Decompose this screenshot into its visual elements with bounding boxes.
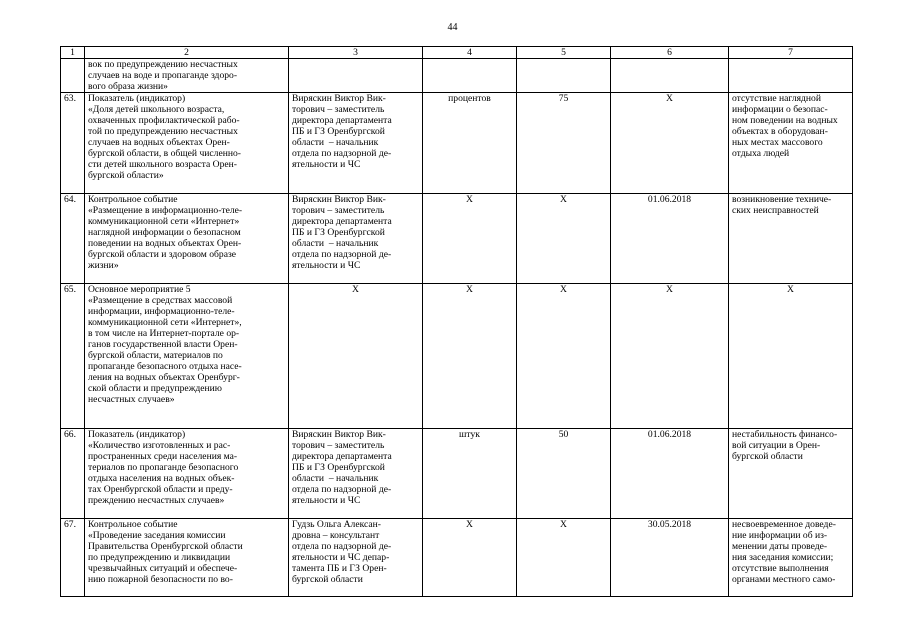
row-date: 30.05.2018 — [611, 519, 729, 597]
row-unit: Х — [423, 284, 517, 429]
row-unit: Х — [423, 194, 517, 284]
table-row — [61, 59, 853, 93]
row-risk: нестабильность финансо- вой ситуации в Орен- бургской области — [729, 429, 853, 519]
row-risk: несвоевременное доведе- ние информации об из- менении даты проведе- ния заседания комиссии; отсутствие выполнения органами местного само- — [729, 519, 853, 597]
row-number: 67. — [61, 519, 85, 597]
row-unit: штук — [423, 429, 517, 519]
row-responsible: Виряскин Виктор Вик- торович – заместитель директора департамента ПБ и ГЗ Оренбургской области – начальник отдела по надзорной де- ятельности и ЧС — [289, 429, 423, 519]
row-number: 66. — [61, 429, 85, 519]
row-description: Контрольное событие «Размещение в информационно-теле- коммуникационной сети «Интернет» наглядной информации о безопасном поведении на водных объектах Орен- бургской области и здоровом образе жизни» — [85, 194, 289, 284]
row-number: 65. — [61, 284, 85, 429]
row-date — [611, 59, 729, 93]
row-value: Х — [517, 194, 611, 284]
row-number: 63. — [61, 93, 85, 194]
row-date: Х — [611, 93, 729, 194]
row-responsible — [289, 59, 423, 93]
column-number-row — [61, 47, 853, 59]
row-risk: возникновение техниче- ских неисправностей — [729, 194, 853, 284]
row-number: 64. — [61, 194, 85, 284]
column-header-7: 7 — [729, 47, 853, 59]
column-header-1: 1 — [61, 47, 85, 59]
row-description: Показатель (индикатор) «Доля детей школьного возраста, охваченных профилактической рабо- той по предупреждению несчастных случаев на водных объектах Орен- бургской области, в общей численно- сти детей школьного возраста Орен- бургской области» — [85, 93, 289, 194]
row-date: 01.06.2018 — [611, 194, 729, 284]
column-header-5: 5 — [517, 47, 611, 59]
row-number — [61, 59, 85, 93]
row-description: Показатель (индикатор) «Количество изготовленных и рас- пространенных среди населения ма- териалов по пропаганде безопасного отдыха населения на водных объек- тах Оренбургской области и преду- преждению несчастных случаев» — [85, 429, 289, 519]
table-row — [61, 519, 853, 597]
row-unit: Х — [423, 519, 517, 597]
row-risk — [729, 59, 853, 93]
row-value: 75 — [517, 93, 611, 194]
measures-table — [60, 46, 853, 597]
row-description: Основное мероприятие 5 «Размещение в средствах массовой информации, информационно-теле- коммуникационной сети «Интернет», в том числе на Интернет-портале ор- ганов государственной власти Орен- бургской области, материалов по пропаганде безопасного отдыха насе- ления на водных объектах Оренбург- ской области и предупреждению несчастных случаев» — [85, 284, 289, 429]
row-value: 50 — [517, 429, 611, 519]
table-row — [61, 194, 853, 284]
row-responsible: Виряскин Виктор Вик- торович – заместитель директора департамента ПБ и ГЗ Оренбургской области – начальник отдела по надзорной де- ятельности и ЧС — [289, 194, 423, 284]
page-number: 44 — [447, 22, 458, 33]
row-value: Х — [517, 284, 611, 429]
row-date: 01.06.2018 — [611, 429, 729, 519]
row-risk: Х — [729, 284, 853, 429]
table-row — [61, 429, 853, 519]
column-header-2: 2 — [85, 47, 289, 59]
row-description: Контрольное событие «Проведение заседания комиссии Правительства Оренбургской области по предупреждению и ликвидации чрезвычайных ситуаций и обеспече- нию пожарной безопасности по во- — [85, 519, 289, 597]
row-unit — [423, 59, 517, 93]
row-value: Х — [517, 519, 611, 597]
row-description: вок по предупреждению несчастных случаев на воде и пропаганде здоро- вого образа жизни» — [85, 59, 289, 93]
table-row — [61, 284, 853, 429]
row-responsible: Виряскин Виктор Вик- торович – заместитель директора департамента ПБ и ГЗ Оренбургской области – начальник отдела по надзорной де- ятельности и ЧС — [289, 93, 423, 194]
row-unit: процентов — [423, 93, 517, 194]
table-row — [61, 93, 853, 194]
row-value — [517, 59, 611, 93]
row-date: Х — [611, 284, 729, 429]
row-risk: отсутствие наглядной информации о безопас- ном поведении на водных объектах в оборудован- ных местах массового отдыха людей — [729, 93, 853, 194]
column-header-6: 6 — [611, 47, 729, 59]
row-responsible: Х — [289, 284, 423, 429]
row-responsible: Гудзь Ольга Алексан- дровна – консультант отдела по надзорной де- ятельности и ЧС депар- тамента ПБ и ГЗ Орен- бургской области — [289, 519, 423, 597]
column-header-4: 4 — [423, 47, 517, 59]
column-header-3: 3 — [289, 47, 423, 59]
